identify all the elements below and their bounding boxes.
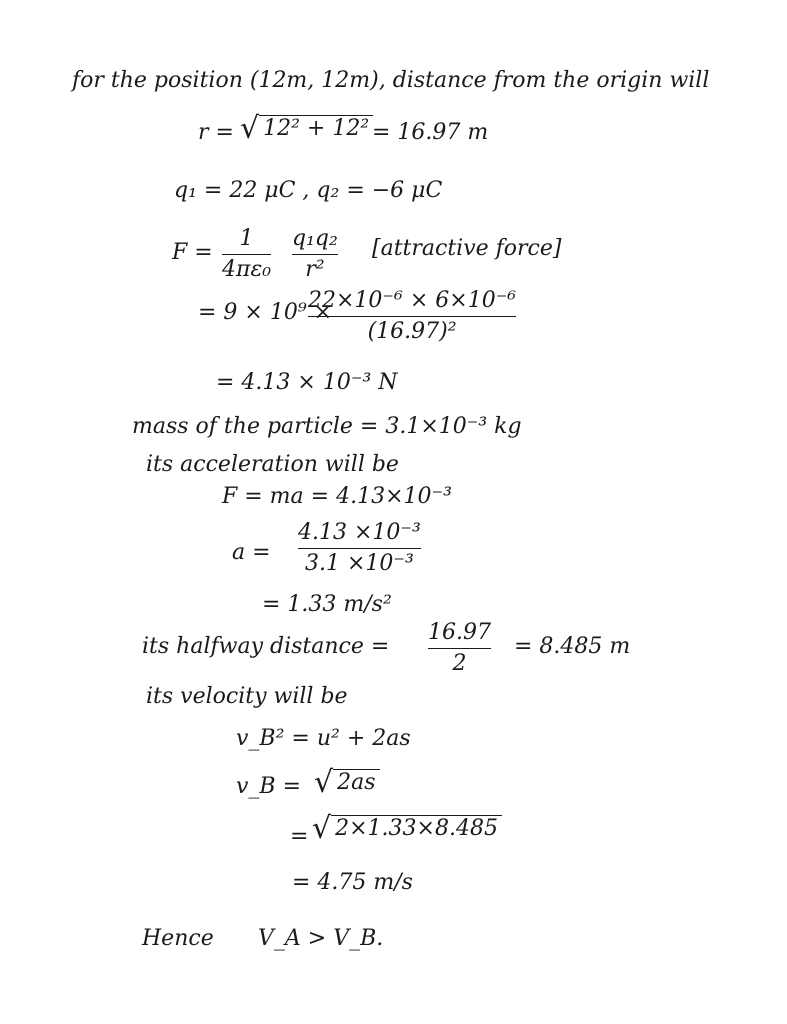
fraction-denominator: r²: [305, 257, 325, 282]
mass-line: mass of the particle = 3.1×10⁻³ kg: [132, 414, 522, 439]
velocity-radicand: 2as: [333, 769, 379, 795]
halfway-result: = 8.485 m: [514, 634, 631, 659]
force-substitution-lhs: = 9 × 10⁹ ×: [198, 300, 333, 325]
sqrt-symbol: √: [314, 765, 334, 800]
force-lhs: F =: [172, 240, 213, 265]
conclusion: V_A > V_B.: [258, 926, 384, 951]
velocity-substitution-radicand: 2×1.33×8.485: [331, 815, 502, 841]
r-lhs: r =: [198, 120, 234, 145]
r-radicand: 12² + 12²: [259, 115, 373, 141]
r-radical: [240, 111, 373, 146]
velocity-sub-lhs: =: [290, 824, 309, 849]
velocity-substitution-radical: [312, 811, 502, 846]
coulomb-constant-fraction: [222, 226, 271, 283]
force-note: [attractive force]: [372, 236, 562, 261]
fraction-denominator: (16.97)²: [367, 319, 457, 344]
fraction-denominator: 2: [452, 651, 467, 676]
fraction-numerator: 22×10⁻⁶ × 6×10⁻⁶: [308, 288, 517, 313]
fraction-numerator: 1: [239, 226, 254, 251]
velocity-radical: [314, 765, 380, 800]
fraction-numerator: 4.13 ×10⁻³: [298, 520, 421, 545]
sqrt-symbol: √: [240, 111, 260, 146]
accel-lhs: a =: [232, 540, 271, 565]
velocity-intro: its velocity will be: [146, 684, 348, 709]
fraction-denominator: 3.1 ×10⁻³: [305, 551, 414, 576]
acceleration-intro: its acceleration will be: [146, 452, 399, 477]
newton-law-line: F = ma = 4.13×10⁻³: [222, 484, 452, 509]
charge-product-fraction: [292, 226, 338, 283]
hence-label: Hence: [142, 926, 214, 951]
fraction-numerator: q₁q₂: [292, 226, 338, 251]
velocity-lhs: v_B =: [236, 774, 302, 799]
fraction-numerator: 16.97: [428, 620, 491, 645]
halfway-fraction: [428, 620, 491, 677]
charges-line: q₁ = 22 μC , q₂ = −6 μC: [174, 178, 443, 203]
acceleration-result: = 1.33 m/s²: [262, 592, 392, 617]
force-substitution-fraction: [308, 288, 516, 345]
acceleration-fraction: [298, 520, 421, 577]
halfway-lhs: its halfway distance =: [142, 634, 390, 659]
sqrt-symbol: √: [312, 811, 332, 846]
force-result: = 4.13 × 10⁻³ N: [216, 370, 398, 395]
fraction-denominator: 4πε₀: [222, 257, 272, 282]
r-result: = 16.97 m: [372, 120, 489, 145]
kinematic-equation: v_B² = u² + 2as: [236, 726, 411, 751]
velocity-result: = 4.75 m/s: [292, 870, 413, 895]
intro-line: for the position (12m, 12m), distance from the origin will: [72, 68, 710, 93]
